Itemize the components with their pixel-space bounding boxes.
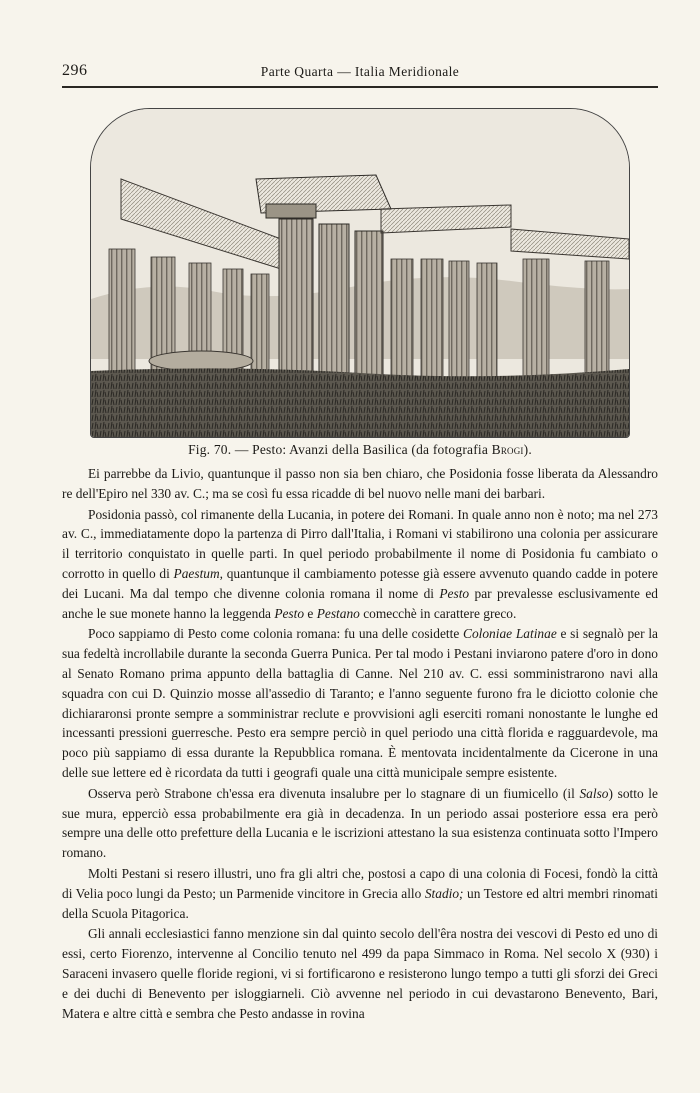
temple-illustration bbox=[91, 109, 629, 437]
body-text bbox=[62, 464, 658, 1023]
paragraph: Poco sappiamo di Pesto come colonia romana: fu una delle cosidette Coloniae Latinae e si segnalò per la sua fedeltà incrollabile durante la seconda Guerra Punica. Per tal modo i Pestani inviarono patere d'oro in dono al Senato Romano prima appunto della battaglia di Canne. Nel 210 av. C. essi somministrarono navi alla squadra con cui D. Quinzio mosse all'assedio di Taranto; e l'anno seguente furono fra le diciotto colonie che dichiararonsi pronte sempre a somministrar reclute e provvisioni agli eserciti romani nonostante le lunghe ed incessanti pressioni guerresche. Pesto era sempre perciò in quel periodo una città florida e ragguardevole, ma poco più sappiamo di essa durante la Repubblica romana. È mentovata incidentalmente da Cicerone in una delle sue lettere ed è ricordata da tutti i geografi quale una città municipale sempre esistente. bbox=[62, 626, 658, 780]
figure-engraving bbox=[90, 108, 630, 438]
photo-credit: Brogi bbox=[491, 442, 524, 457]
paragraph: Ei parrebbe da Livio, quantunque il passo non sia ben chiaro, che Posidonia fosse liberata da Alessandro re dell'Epiro nel 330 av. C.; ma se così fu essa ricadde di bel nuovo nelle mani dei barbari. bbox=[62, 466, 658, 501]
running-header bbox=[62, 62, 658, 88]
page-number: 296 bbox=[62, 62, 88, 79]
paragraph: Gli annali ecclesiastici fanno menzione sin dal quinto secolo dell'êra nostra dei vescovi di Pesto ed uno di essi, certo Fiorenzo, intervenne al Concilio tenuto nel 499 da papa Simmaco in Roma. Nel secolo X (930) i Saraceni invasero quelle floride regioni, vi si fortificarono e resisterono lungo tempo a tutti gli sforzi dei Greci e dei duchi di Benevento per isloggiarneli. Ciò avvenne nel periodo in cui devastarono Benevento, Bari, Matera e altre città e sembra che Pesto andasse in rovina bbox=[62, 926, 658, 1021]
paragraph: Posidonia passò, col rimanente della Lucania, in potere dei Romani. In quale anno non è noto; ma nel 273 av. C., immediatamente dopo la partenza di Pirro dall'Italia, i Romani vi stabilirono una colonia per assicurare il territorio conquistato in quelle parti. In quel periodo probabilmente il nome di Posidonia fu cambiato o corrotto in quello di Paestum, quantunque il cambiamento potesse già essere avvenuto quando cadde in potere dei Lucani. Ma dal tempo che divenne colonia romana il nome di Pesto par prevalesse esclusivamente ed anche le sue monete hanno la leggenda Pesto e Pestano comecchè in carattere greco. bbox=[62, 506, 658, 621]
paragraph: Molti Pestani si resero illustri, uno fra gli altri che, postosi a capo di una colonia di Focesi, fondò la città di Velia poco lungi da Pesto; un Parmenide vincitore in Grecia allo Stadio; un Testore ed altri membri rinomati della Scuola Pitagorica. bbox=[62, 865, 658, 921]
paragraph: Osserva però Strabone ch'essa era divenuta insalubre per lo stagnare di un fiumicello (il Salso) sotto le sue mura, epperciò essa probabilmente era già in decadenza. In un periodo assai posteriore essa era però sempre una delle otto prefetture della Lucania e le iscrizioni attestano la sua esistenza continuata sotto l'Impero romano. bbox=[62, 785, 658, 861]
running-title: Parte Quarta — Italia Meridionale bbox=[260, 64, 460, 79]
figure-caption: Fig. 70. — Pesto: Avanzi della Basilica (da fotografia Brogi). bbox=[188, 442, 532, 457]
